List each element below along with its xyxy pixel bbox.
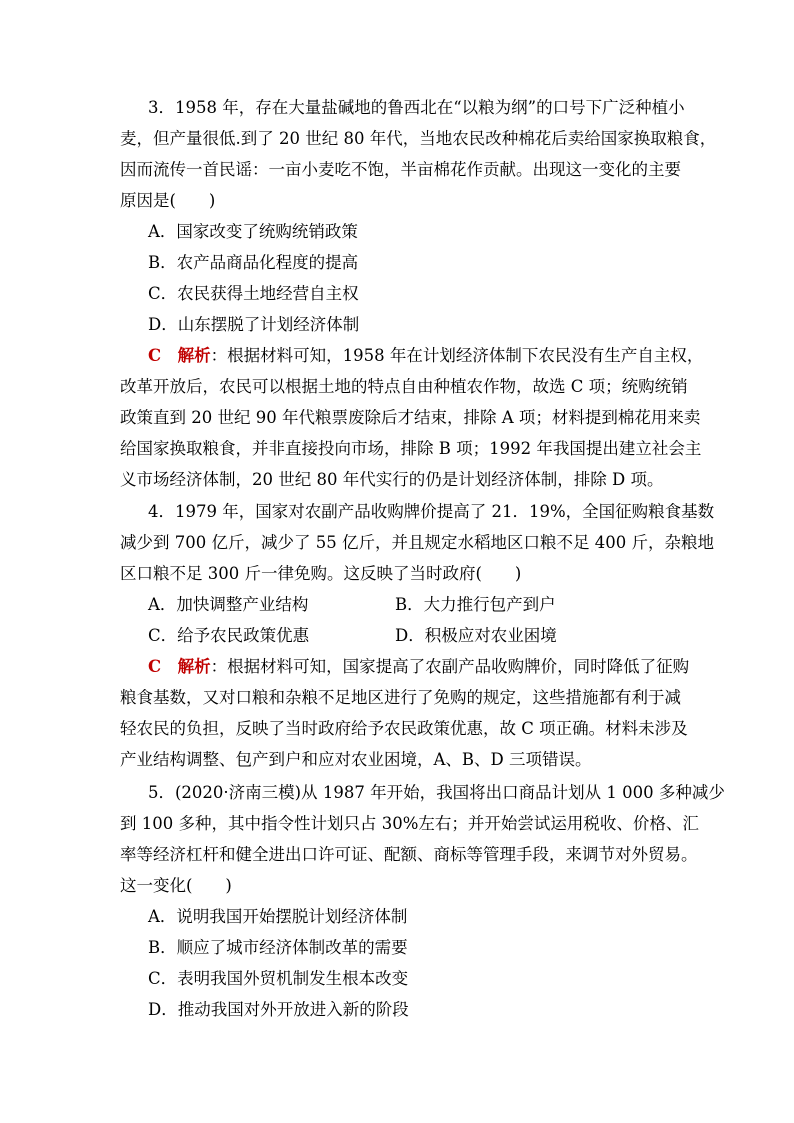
question-5-option-b: B．顺应了城市经济体制改革的需要 [148,938,408,957]
question-4-option-b: B．大力推行包产到户 [395,595,556,614]
question-3-analysis-text: ：根据材料可知，1958 年在计划经济体制下农民没有生产自主权， [210,346,704,365]
question-3-line-3: 因而流传一首民谣：一亩小麦吃不饱，半亩棉花作贡献。出现这一变化的主要 [120,160,681,179]
question-4-analysis-line-1 [148,657,689,677]
question-4-analysis-line-3: 轻农民的负担，反映了当时政府给予农民政策优惠，故 C 项正确。材料未涉及 [120,719,688,738]
question-4-analysis-line-2: 粮食基数，又对口粮和杂粮不足地区进行了免购的规定，这些措施都有利于减 [120,688,681,707]
question-3-analysis-line-1 [148,346,703,366]
question-5-line-4: 这一变化( ) [120,876,232,895]
question-4-answer: C [148,657,162,676]
question-3-analysis-label: 解析 [177,346,211,365]
question-5-option-a: A．说明我国开始摆脱计划经济体制 [148,907,408,926]
question-4-option-d: D．积极应对农业困境 [395,626,557,645]
question-3-option-a: A．国家改变了统购统销政策 [148,222,358,241]
question-4-option-a: A．加快调整产业结构 [148,595,309,614]
question-4-line-2: 减少到 700 亿斤，减少了 55 亿斤，并且规定水稻地区口粮不足 400 斤，杂粮地 [120,533,714,552]
question-5-option-c: C．表明我国外贸机制发生根本改变 [148,969,409,988]
question-4-option-c: C．给予农民政策优惠 [148,626,310,645]
question-3-analysis-line-3: 政策直到 20 世纪 90 年代粮票废除后才结束，排除 A 项；材料提到棉花用来卖 [120,408,701,427]
question-3-answer: C [148,346,162,365]
question-3-analysis-line-5: 义市场经济体制，20 世纪 80 年代实行的仍是计划经济体制，排除 D 项。 [120,470,664,489]
question-3-line-4: 原因是( ) [120,191,216,210]
question-3-line-2: 麦，但产量很低.到了 20 世纪 80 年代，当地农民改种棉花后卖给国家换取粮食， [120,129,717,148]
question-3-analysis-line-2: 改革开放后，农民可以根据土地的特点自由种植农作物，故选 C 项；统购统销 [120,377,688,396]
question-5-line-1: 5．(2020·济南三模)从 1987 年开始，我国将出口商品计划从 1 000 多种减少 [148,783,725,802]
question-5-line-3: 率等经济杠杆和健全进出口许可证、配额、商标等管理手段，来调节对外贸易。 [120,845,698,864]
question-3-analysis-line-4: 给国家换取粮食，并非直接投向市场，排除 B 项；1992 年我国提出建立社会主 [120,439,702,458]
question-4-analysis-text: ：根据材料可知，国家提高了农副产品收购牌价，同时降低了征购 [210,657,690,676]
question-4-line-1: 4．1979 年，国家对农副产品收购牌价提高了 21．19%，全国征购粮食基数 [148,502,715,521]
question-3-option-d: D．山东摆脱了计划经济体制 [148,315,360,334]
question-3-option-c: C．农民获得土地经营自主权 [148,284,359,303]
question-4-analysis-label: 解析 [177,657,211,676]
question-4-analysis-line-4: 产业结构调整、包产到户和应对农业困境，A、B、D 三项错误。 [120,750,592,769]
question-3-option-b: B．农产品商品化程度的提高 [148,253,359,272]
question-3-line-1: 3．1958 年，存在大量盐碱地的鲁西北在“以粮为纲”的口号下广泛种植小 [148,98,685,117]
question-5-line-2: 到 100 多种，其中指令性计划只占 30%左右；并开始尝试运用税收、价格、汇 [120,814,699,833]
question-4-line-3: 区口粮不足 300 斤一律免购。这反映了当时政府( ) [120,564,522,583]
question-5-option-d: D．推动我国对外开放进入新的阶段 [148,1000,409,1019]
